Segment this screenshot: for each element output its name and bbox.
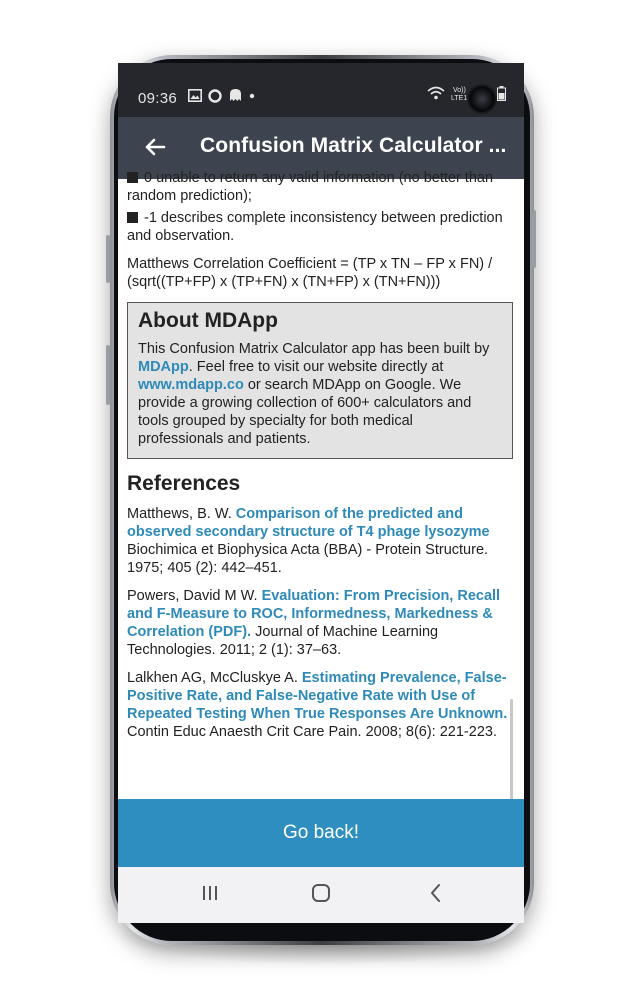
bullet-text: -1 describes complete inconsistency between prediction and observation.: [127, 210, 503, 244]
reference-detail: Journal of Machine Learning Technologies. 2011; 2 (1): 37–63.: [127, 624, 439, 658]
list-item: [127, 209, 515, 245]
dot-icon: [249, 93, 255, 99]
status-time: 09:36: [138, 90, 178, 107]
reference-author: Matthews, B. W.: [127, 506, 236, 522]
front-camera: [467, 84, 497, 114]
square-bullet-icon: [127, 172, 138, 183]
reference-item: [127, 505, 515, 577]
list-item: [127, 169, 515, 205]
opera-icon: [208, 89, 222, 103]
reference-item: [127, 669, 515, 741]
mdapp-link[interactable]: MDApp: [138, 359, 189, 375]
phone-screen: [118, 63, 524, 923]
reference-author: Lalkhen AG, McCluskye A.: [127, 670, 302, 686]
volume-button: [106, 235, 110, 283]
ghost-icon: [228, 88, 243, 103]
bixby-button: [106, 345, 110, 405]
about-box: [127, 302, 513, 459]
content-scroll: [127, 169, 515, 751]
status-notification-icons: [188, 88, 255, 103]
battery-icon: [497, 86, 506, 101]
mcc-formula: Matthews Correlation Coefficient = (TP x TN – FP x FN) / (sqrt((TP+FP) x (TP+FN) x (TN+FP) x (TN+FN))): [127, 256, 493, 290]
about-text-part: or search MDApp on Google. We provide a growing collection of 600+ calculators and tools grouped by specialty for both medical professionals and patients.: [138, 377, 472, 447]
gallery-icon: [188, 89, 202, 102]
svg-text:LTE1: LTE1: [451, 95, 468, 102]
navigation-bar: [118, 867, 524, 923]
status-bar: [118, 63, 524, 117]
square-bullet-icon: [127, 212, 138, 223]
about-text: [138, 340, 502, 448]
reference-author: Powers, David M W.: [127, 588, 262, 604]
reference-detail: Biochimica et Biophysica Acta (BBA) - Protein Structure. 1975; 405 (2): 442–451.: [127, 542, 489, 576]
bullet-text: 0 unable to return any valid information (no better than random prediction);: [127, 170, 494, 204]
go-back-button[interactable]: Go back!: [118, 799, 524, 867]
recent-apps-icon[interactable]: [198, 881, 222, 905]
reference-detail: Contin Educ Anaesth Crit Care Pain. 2008; 8(6): 221-223.: [127, 724, 497, 740]
about-text-part: This Confusion Matrix Calculator app has been built by: [138, 341, 490, 357]
power-button: [532, 210, 536, 268]
page-title: Confusion Matrix Calculator ...: [200, 134, 507, 157]
references-title: References: [127, 472, 241, 495]
website-link[interactable]: www.mdapp.co: [138, 377, 244, 393]
nav-back-icon[interactable]: [424, 881, 448, 905]
wifi-icon: [427, 86, 445, 100]
about-title: About MDApp: [138, 309, 278, 332]
about-text-part: . Feel free to visit our website directly at: [188, 359, 444, 375]
back-arrow-icon[interactable]: [140, 132, 170, 162]
home-icon[interactable]: [309, 881, 333, 905]
reference-link[interactable]: Evaluation: From Precision, Recall and F-Measure to ROC, Informedness, Markedness & Correlation (PDF).: [127, 588, 501, 640]
content-area[interactable]: [127, 170, 515, 799]
reference-link[interactable]: Comparison of the predicted and observed secondary structure of T4 phage lysozyme: [127, 506, 490, 540]
svg-text:Vo)): Vo)): [453, 87, 466, 94]
reference-item: [127, 587, 515, 659]
reference-link[interactable]: Estimating Prevalence, False-Positive Rate, and False-Negative Rate with Use of Repeated Testing When True Responses Are Unknown.: [127, 670, 508, 722]
